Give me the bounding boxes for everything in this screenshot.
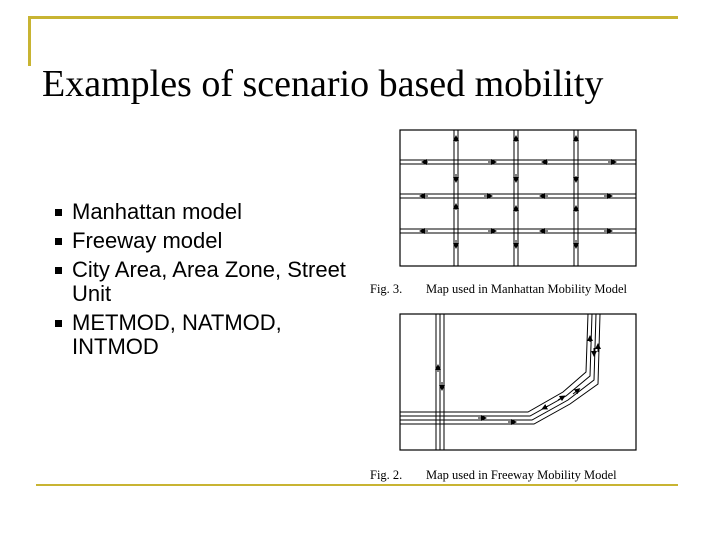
figure-number: Fig. 3. — [370, 282, 403, 296]
slide-title: Examples of scenario based mobility — [42, 63, 604, 105]
bullet-item — [48, 200, 348, 224]
figure-caption-text: Map used in Freeway Mobility Model — [426, 468, 617, 482]
bullet-item — [48, 229, 348, 253]
bullet-square-icon — [55, 267, 62, 274]
bullet-square-icon — [55, 320, 62, 327]
bullet-list — [48, 200, 348, 364]
bullet-text: METMOD, NATMOD, INTMOD — [72, 310, 282, 359]
bullet-text: City Area, Area Zone, Street Unit — [72, 257, 346, 306]
figure-number: Fig. 2. — [370, 468, 403, 482]
top-accent-line — [28, 16, 678, 19]
manhattan-figure-caption — [370, 282, 627, 297]
manhattan-map-figure — [398, 128, 638, 268]
figure-caption-text: Map used in Manhattan Mobility Model — [426, 282, 628, 296]
bullet-item — [48, 258, 348, 306]
bullet-item — [48, 311, 348, 359]
bullet-text: Manhattan model — [72, 199, 242, 224]
freeway-figure-caption — [370, 468, 617, 483]
left-accent-line — [28, 16, 31, 66]
bullet-square-icon — [55, 209, 62, 216]
bullet-square-icon — [55, 238, 62, 245]
freeway-map-figure — [398, 312, 638, 452]
bullet-text: Freeway model — [72, 228, 223, 253]
bottom-accent-line — [36, 484, 678, 486]
